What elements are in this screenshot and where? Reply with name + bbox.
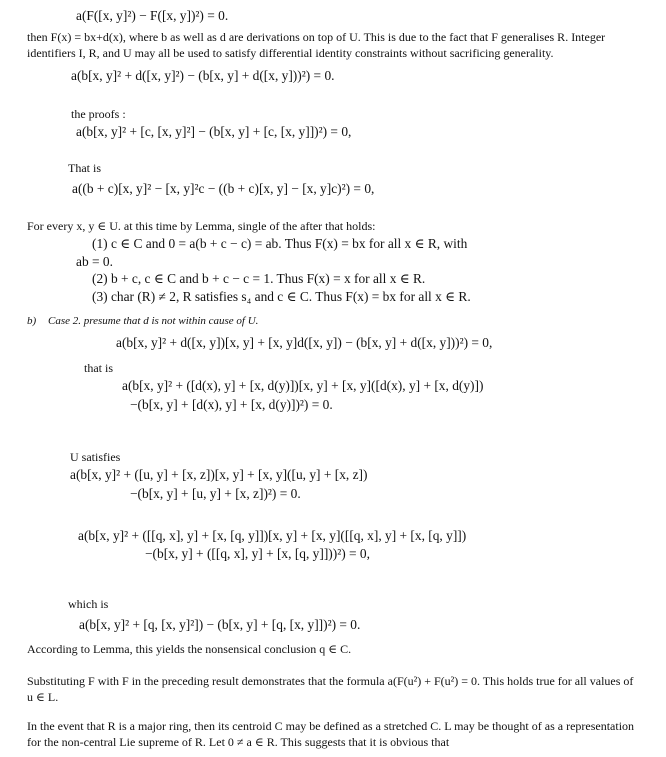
equation-3: a((b + c)[x, y]² − [x, y]²c − ((b + c)[x, y] − [x, y]c)²) = 0, <box>72 181 375 196</box>
label-proofs: the proofs : <box>71 107 126 121</box>
case-3: (3) char (R) ≠ 2, R satisfies s₄ and c ∈ C. Thus F(x) = bx for all x ∈ R. <box>92 289 471 304</box>
label-that-is-2: that is <box>84 361 113 375</box>
paragraph-event: In the event that R is a major ring, then its centroid C may be defined as a stretched C. L may be thought of as a representation for the non-central Lie supreme of R. Let 0 ≠ a ∈ R. This suggests that it is obvious that <box>27 719 635 749</box>
equation-5-line-a: a(b[x, y]² + ([d(x), y] + [x, d(y)])[x, y] + [x, y]([d(x), y] + [x, d(y)]) <box>122 378 484 393</box>
line-for-every: For every x, y ∈ U. at this time by Lemma, single of the after that holds: <box>27 219 376 233</box>
equation-8: a(b[x, y]² + [q, [x, y]²]) − (b[x, y] + [q, [x, y]])²) = 0. <box>79 617 361 632</box>
case-1-line-b: ab = 0. <box>76 254 113 269</box>
line-according: According to Lemma, this yields the nonsensical conclusion q ∈ C. <box>27 642 352 656</box>
case-b-text: Case 2. presume that d is not within cause of U. <box>48 315 259 327</box>
equation-top: a(F([x, y]²) − F([x, y])²) = 0. <box>76 8 229 23</box>
case-1-line-a: (1) c ∈ C and 0 = a(b + c − c) = ab. Thus F(x) = bx for all x ∈ R, with <box>92 236 468 251</box>
equation-6-line-b: −(b[x, y] + [u, y] + [x, z])²) = 0. <box>130 486 301 501</box>
label-which-is: which is <box>68 597 109 611</box>
paragraph-then: then F(x) = bx+d(x), where b as well as d are derivations on top of U. This is due to the fact that F generalises R. Integer identifiers I, R, and U may all be used to satisfy differential identity constraints without sacrificing generality. <box>27 30 606 60</box>
paragraph-substituting: Substituting F with F in the preceding result demonstrates that the formula a(F(u²) + F(u²) = 0. This holds true for all values of u ∈ L. <box>27 674 634 704</box>
equation-4: a(b[x, y]² + d([x, y])[x, y] + [x, y]d([x, y]) − (b[x, y] + d([x, y]))²) = 0, <box>116 335 493 350</box>
equation-7-line-b: −(b[x, y] + ([[q, x], y] + [x, [q, y]]))²) = 0, <box>145 546 370 561</box>
equation-2: a(b[x, y]² + [c, [x, y]²] − (b[x, y] + [c, [x, y]])²) = 0, <box>76 124 352 139</box>
equation-1: a(b[x, y]² + d([x, y]²) − (b[x, y] + d([x, y]))²) = 0. <box>71 68 335 83</box>
case-b-label: b) <box>27 315 37 327</box>
label-u-satisfies: U satisfies <box>70 450 121 464</box>
case-2: (2) b + c, c ∈ C and b + c − c = 1. Thus F(x) = x for all x ∈ R. <box>92 271 426 286</box>
equation-5-line-b: −(b[x, y] + [d(x), y] + [x, d(y)])²) = 0. <box>130 397 333 412</box>
equation-6-line-a: a(b[x, y]² + ([u, y] + [x, z])[x, y] + [x, y]([u, y] + [x, z]) <box>70 467 368 482</box>
label-that-is-1: That is <box>68 161 101 175</box>
equation-7-line-a: a(b[x, y]² + ([[q, x], y] + [x, [q, y]])[x, y] + [x, y]([[q, x], y] + [x, [q, y]]) <box>78 528 467 543</box>
